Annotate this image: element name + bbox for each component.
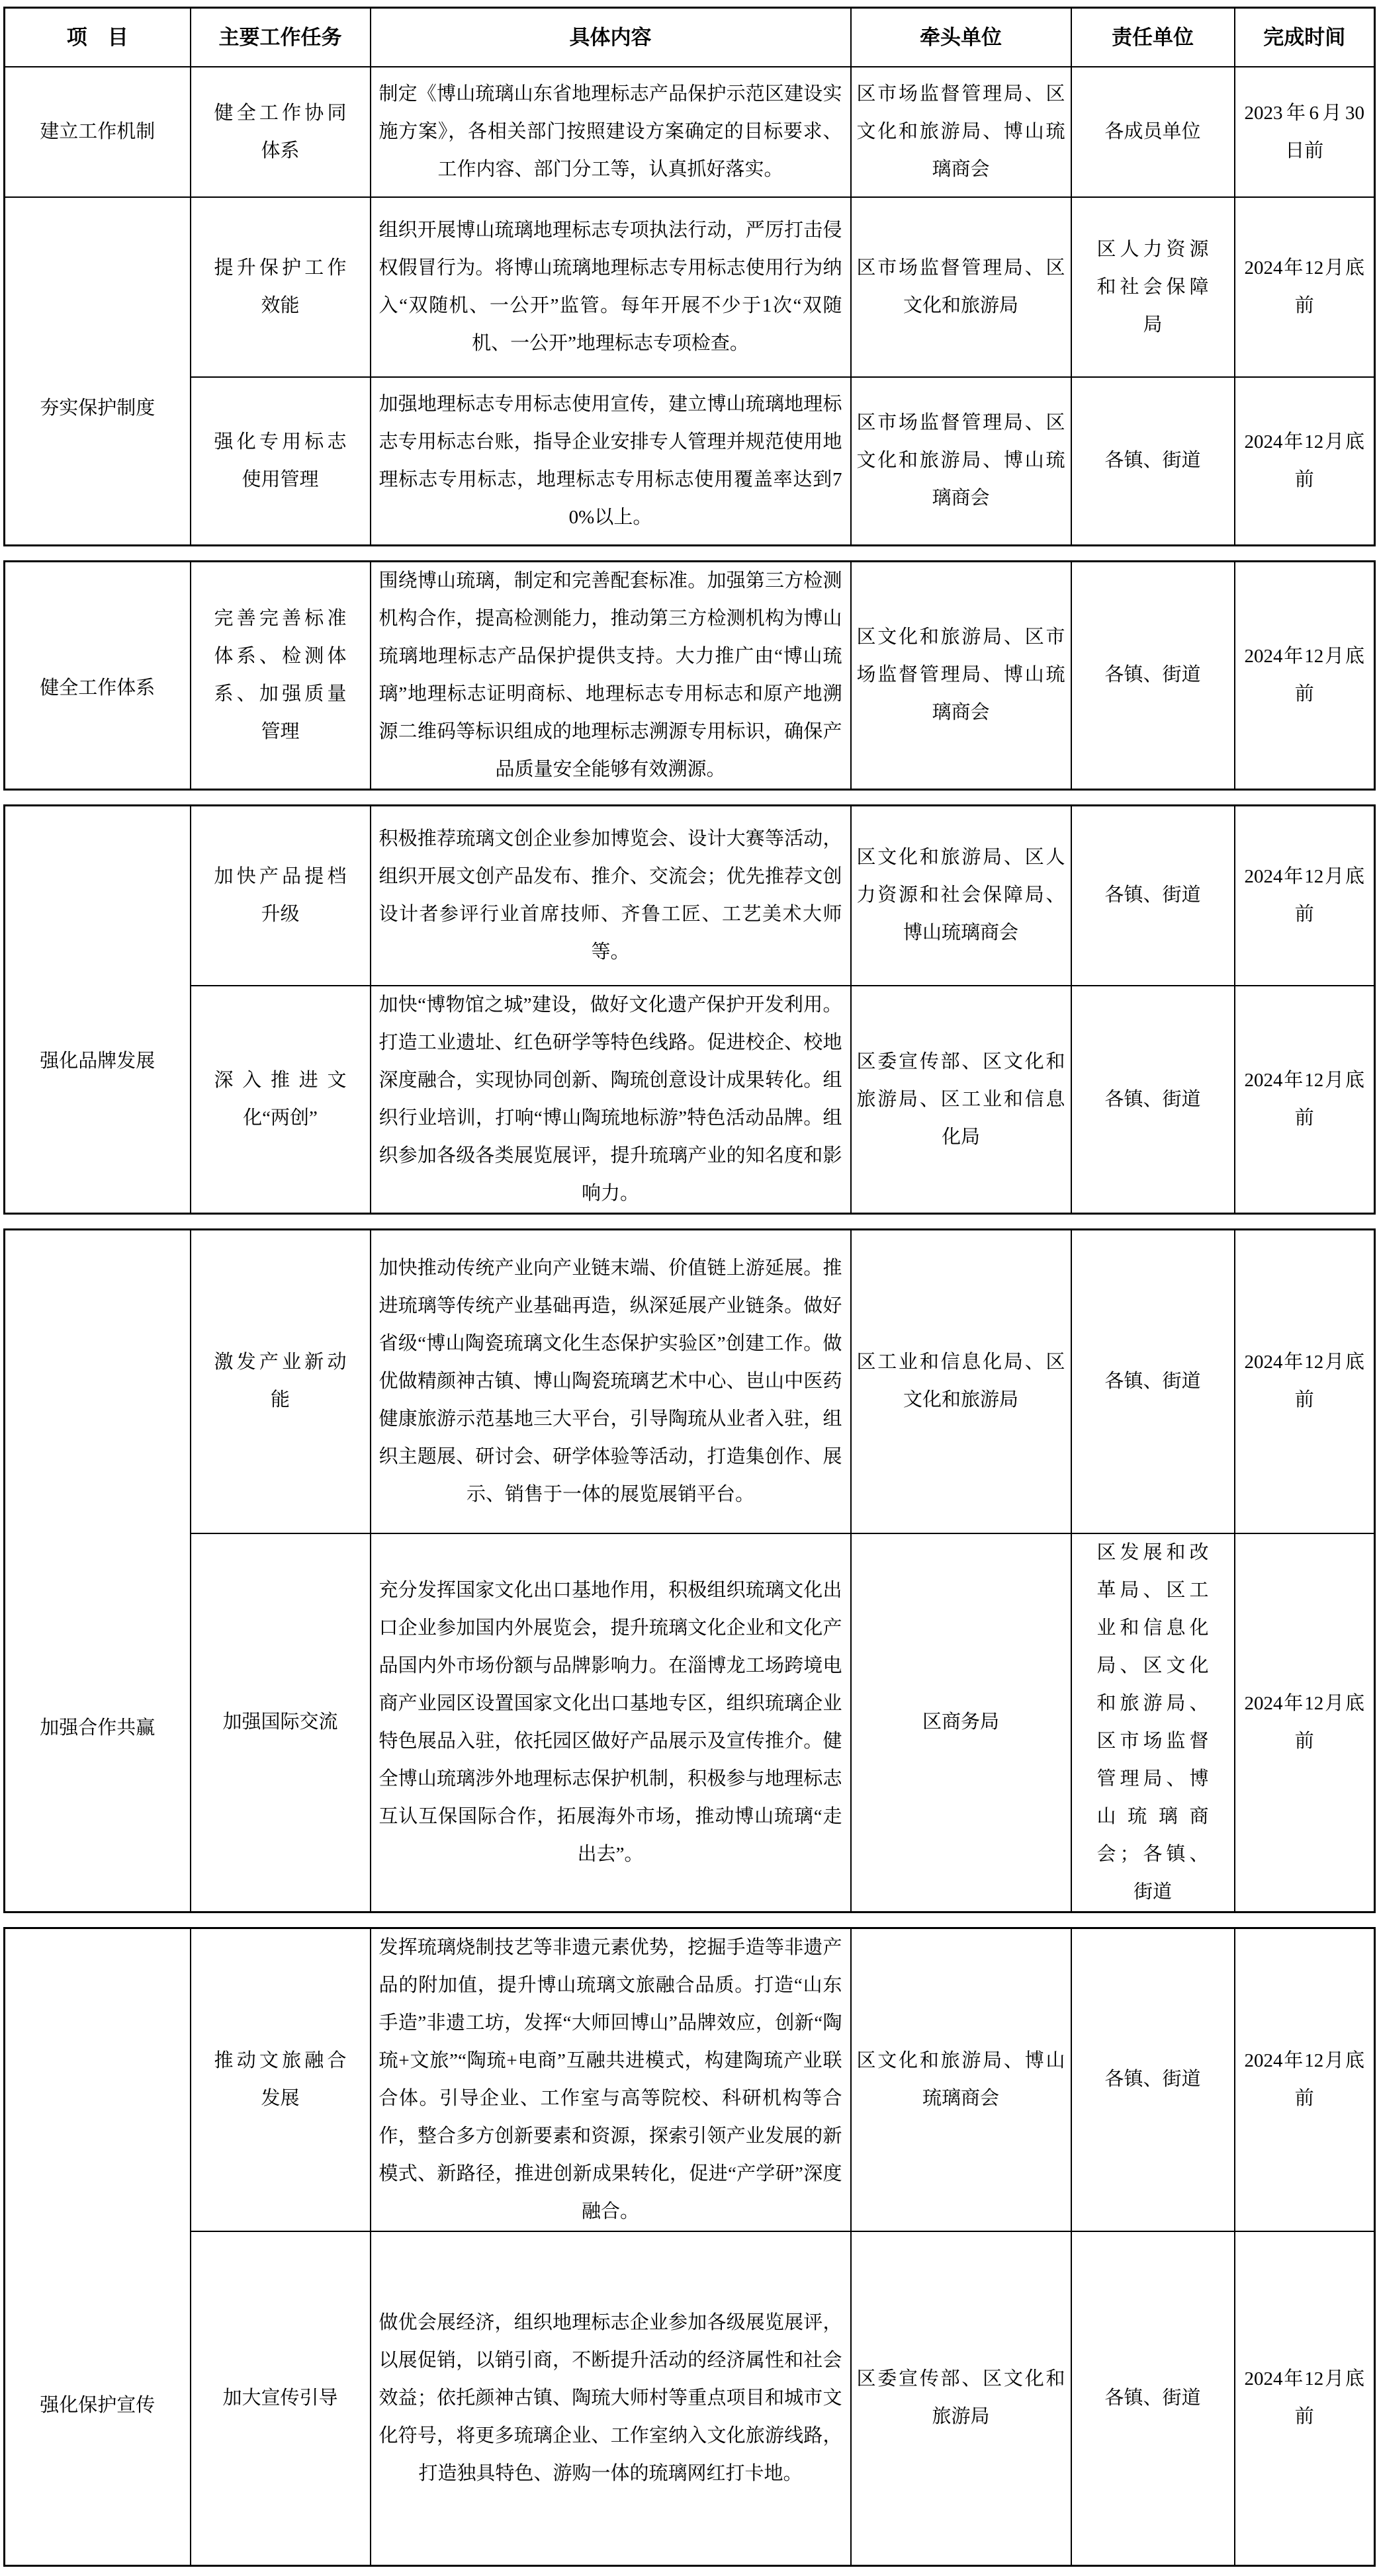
responsible-unit-cell: 各镇、街道 bbox=[1071, 2231, 1235, 2566]
content-cell: 加强地理标志专用标志使用宣传，建立博山琉璃地理标志专用标志台账，指导企业安排专人管理并规范使用地理标志专用标志，地理标志专用标志使用覆盖率达到70%以上。 bbox=[371, 377, 851, 545]
table-row bbox=[5, 2231, 1375, 2566]
table-row bbox=[5, 986, 1375, 1214]
deadline-cell: 2024年12月底前 bbox=[1235, 1230, 1375, 1533]
task-cell: 加快产品提档升级 bbox=[191, 805, 371, 986]
lead-unit-cell: 区工业和信息化局、区文化和旅游局 bbox=[851, 1230, 1071, 1533]
content-cell: 加快“博物馆之城”建设，做好文化遗产保护开发利用。打造工业遗址、红色研学等特色线路。促进校企、校地深度融合，实现协同创新、陶琉创意设计成果转化。组织行业培训，打响“博山陶琉地标游”特色活动品牌。组织参加各级各类展览展评，提升琉璃产业的知名度和影响力。 bbox=[371, 986, 851, 1214]
deadline-cell: 2023年6月30日前 bbox=[1235, 67, 1375, 197]
deadline-cell: 2024年12月底前 bbox=[1235, 197, 1375, 377]
task-cell: 健全工作协同体系 bbox=[191, 67, 371, 197]
project-cell: 健全工作体系 bbox=[5, 561, 191, 789]
project-cell: 加强合作共赢 bbox=[5, 1230, 191, 1912]
deadline-cell: 2024年12月底前 bbox=[1235, 561, 1375, 789]
responsible-unit-cell: 各镇、街道 bbox=[1071, 1230, 1235, 1533]
lead-unit-cell: 区市场监督管理局、区文化和旅游局、博山琉璃商会 bbox=[851, 67, 1071, 197]
header-lead-unit: 牵头单位 bbox=[851, 8, 1071, 67]
task-cell: 完善完善标准体系、检测体系、加强质量管理 bbox=[191, 561, 371, 789]
task-cell: 加大宣传引导 bbox=[191, 2231, 371, 2566]
task-cell: 深入推进文化“两创” bbox=[191, 986, 371, 1214]
deadline-cell: 2024年12月底前 bbox=[1235, 986, 1375, 1214]
lead-unit-cell: 区委宣传部、区文化和旅游局 bbox=[851, 2231, 1071, 2566]
task-cell: 强化专用标志使用管理 bbox=[191, 377, 371, 545]
deadline-cell: 2024年12月底前 bbox=[1235, 2231, 1375, 2566]
header-content: 具体内容 bbox=[371, 8, 851, 67]
content-cell: 积极推荐琉璃文创企业参加博览会、设计大赛等活动，组织开展文创产品发布、推介、交流会；优先推荐文创设计者参评行业首席技师、齐鲁工匠、工艺美术大师等。 bbox=[371, 805, 851, 986]
content-cell: 充分发挥国家文化出口基地作用，积极组织琉璃文化出口企业参加国内外展览会，提升琉璃文化企业和文化产品国内外市场份额与品牌影响力。在淄博龙工场跨境电商产业园区设置国家文化出口基地专区，组织琉璃企业特色展品入驻，依托园区做好产品展示及宣传推介。健全博山琉璃涉外地理标志保护机制，积极参与地理标志互认互保国际合作，拓展海外市场，推动博山琉璃“走出去”。 bbox=[371, 1533, 851, 1912]
header-project: 项 目 bbox=[5, 8, 191, 67]
work-plan-table-block-5 bbox=[3, 1927, 1376, 2567]
task-cell: 提升保护工作效能 bbox=[191, 197, 371, 377]
task-cell: 激发产业新动能 bbox=[191, 1230, 371, 1533]
table-row bbox=[5, 1230, 1375, 1533]
deadline-cell: 2024年12月底前 bbox=[1235, 1928, 1375, 2231]
content-cell: 加快推动传统产业向产业链末端、价值链上游延展。推进琉璃等传统产业基础再造，纵深延展产业链条。做好省级“博山陶瓷琉璃文化生态保护实验区”创建工作。做优做精颜神古镇、博山陶瓷琉璃艺术中心、岜山中医药健康旅游示范基地三大平台，引导陶琉从业者入驻，组织主题展、研讨会、研学体验等活动，打造集创作、展示、销售于一体的展览展销平台。 bbox=[371, 1230, 851, 1533]
deadline-cell: 2024年12月底前 bbox=[1235, 377, 1375, 545]
lead-unit-cell: 区文化和旅游局、区人力资源和社会保障局、博山琉璃商会 bbox=[851, 805, 1071, 986]
lead-unit-cell: 区市场监督管理局、区文化和旅游局 bbox=[851, 197, 1071, 377]
table-row bbox=[5, 1928, 1375, 2231]
responsible-unit-cell: 各镇、街道 bbox=[1071, 561, 1235, 789]
work-plan-table-block-2 bbox=[3, 560, 1376, 791]
project-cell: 夯实保护制度 bbox=[5, 197, 191, 545]
header-responsible-unit: 责任单位 bbox=[1071, 8, 1235, 67]
table-row bbox=[5, 67, 1375, 197]
responsible-unit-cell: 各镇、街道 bbox=[1071, 377, 1235, 545]
lead-unit-cell: 区文化和旅游局、博山琉璃商会 bbox=[851, 1928, 1071, 2231]
header-deadline: 完成时间 bbox=[1235, 8, 1375, 67]
deadline-cell: 2024年12月底前 bbox=[1235, 805, 1375, 986]
header-task: 主要工作任务 bbox=[191, 8, 371, 67]
lead-unit-cell: 区文化和旅游局、区市场监督管理局、博山琉璃商会 bbox=[851, 561, 1071, 789]
responsible-unit-cell: 各镇、街道 bbox=[1071, 1928, 1235, 2231]
responsible-unit-cell: 区人力资源和社会保障局 bbox=[1071, 197, 1235, 377]
table-row bbox=[5, 1533, 1375, 1912]
work-plan-table-block-4 bbox=[3, 1228, 1376, 1913]
lead-unit-cell: 区商务局 bbox=[851, 1533, 1071, 1912]
task-cell: 加强国际交流 bbox=[191, 1533, 371, 1912]
table-row bbox=[5, 197, 1375, 377]
content-cell: 做优会展经济，组织地理标志企业参加各级展览展评，以展促销，以销引商，不断提升活动的经济属性和社会效益；依托颜神古镇、陶琉大师村等重点项目和城市文化符号，将更多琉璃企业、工作室纳入文化旅游线路，打造独具特色、游购一体的琉璃网红打卡地。 bbox=[371, 2231, 851, 2566]
content-cell: 制定《博山琉璃山东省地理标志产品保护示范区建设实施方案》，各相关部门按照建设方案确定的目标要求、工作内容、部门分工等，认真抓好落实。 bbox=[371, 67, 851, 197]
content-cell: 围绕博山琉璃，制定和完善配套标准。加强第三方检测机构合作，提高检测能力，推动第三方检测机构为博山琉璃地理标志产品保护提供支持。大力推广由“博山琉璃”地理标志证明商标、地理标志专用标志和原产地溯源二维码等标识组成的地理标志溯源专用标识，确保产品质量安全能够有效溯源。 bbox=[371, 561, 851, 789]
work-plan-table-block-3 bbox=[3, 804, 1376, 1215]
table-header-row bbox=[5, 8, 1375, 67]
project-cell: 强化品牌发展 bbox=[5, 805, 191, 1214]
table-row bbox=[5, 377, 1375, 545]
project-cell: 强化保护宣传 bbox=[5, 1928, 191, 2566]
table-row bbox=[5, 561, 1375, 789]
lead-unit-cell: 区委宣传部、区文化和旅游局、区工业和信息化局 bbox=[851, 986, 1071, 1214]
content-cell: 组织开展博山琉璃地理标志专项执法行动，严厉打击侵权假冒行为。将博山琉璃地理标志专用标志使用行为纳入“双随机、一公开”监管。每年开展不少于1次“双随机、一公开”地理标志专项检查。 bbox=[371, 197, 851, 377]
responsible-unit-cell: 区发展和改革局、区工业和信息化局、区文化和旅游局、区市场监督管理局、博山琉璃商会；各镇、街道 bbox=[1071, 1533, 1235, 1912]
responsible-unit-cell: 各镇、街道 bbox=[1071, 986, 1235, 1214]
responsible-unit-cell: 各镇、街道 bbox=[1071, 805, 1235, 986]
task-cell: 推动文旅融合发展 bbox=[191, 1928, 371, 2231]
content-cell: 发挥琉璃烧制技艺等非遗元素优势，挖掘手造等非遗产品的附加值，提升博山琉璃文旅融合品质。打造“山东手造”非遗工坊，发挥“大师回博山”品牌效应，创新“陶琉+文旅”“陶琉+电商”互融共进模式，构建陶琉产业联合体。引导企业、工作室与高等院校、科研机构等合作，整合多方创新要素和资源，探索引领产业发展的新模式、新路径，推进创新成果转化，促进“产学研”深度融合。 bbox=[371, 1928, 851, 2231]
deadline-cell: 2024年12月底前 bbox=[1235, 1533, 1375, 1912]
work-plan-table-block-1 bbox=[3, 7, 1376, 546]
lead-unit-cell: 区市场监督管理局、区文化和旅游局、博山琉璃商会 bbox=[851, 377, 1071, 545]
table-row bbox=[5, 805, 1375, 986]
project-cell: 建立工作机制 bbox=[5, 67, 191, 197]
responsible-unit-cell: 各成员单位 bbox=[1071, 67, 1235, 197]
